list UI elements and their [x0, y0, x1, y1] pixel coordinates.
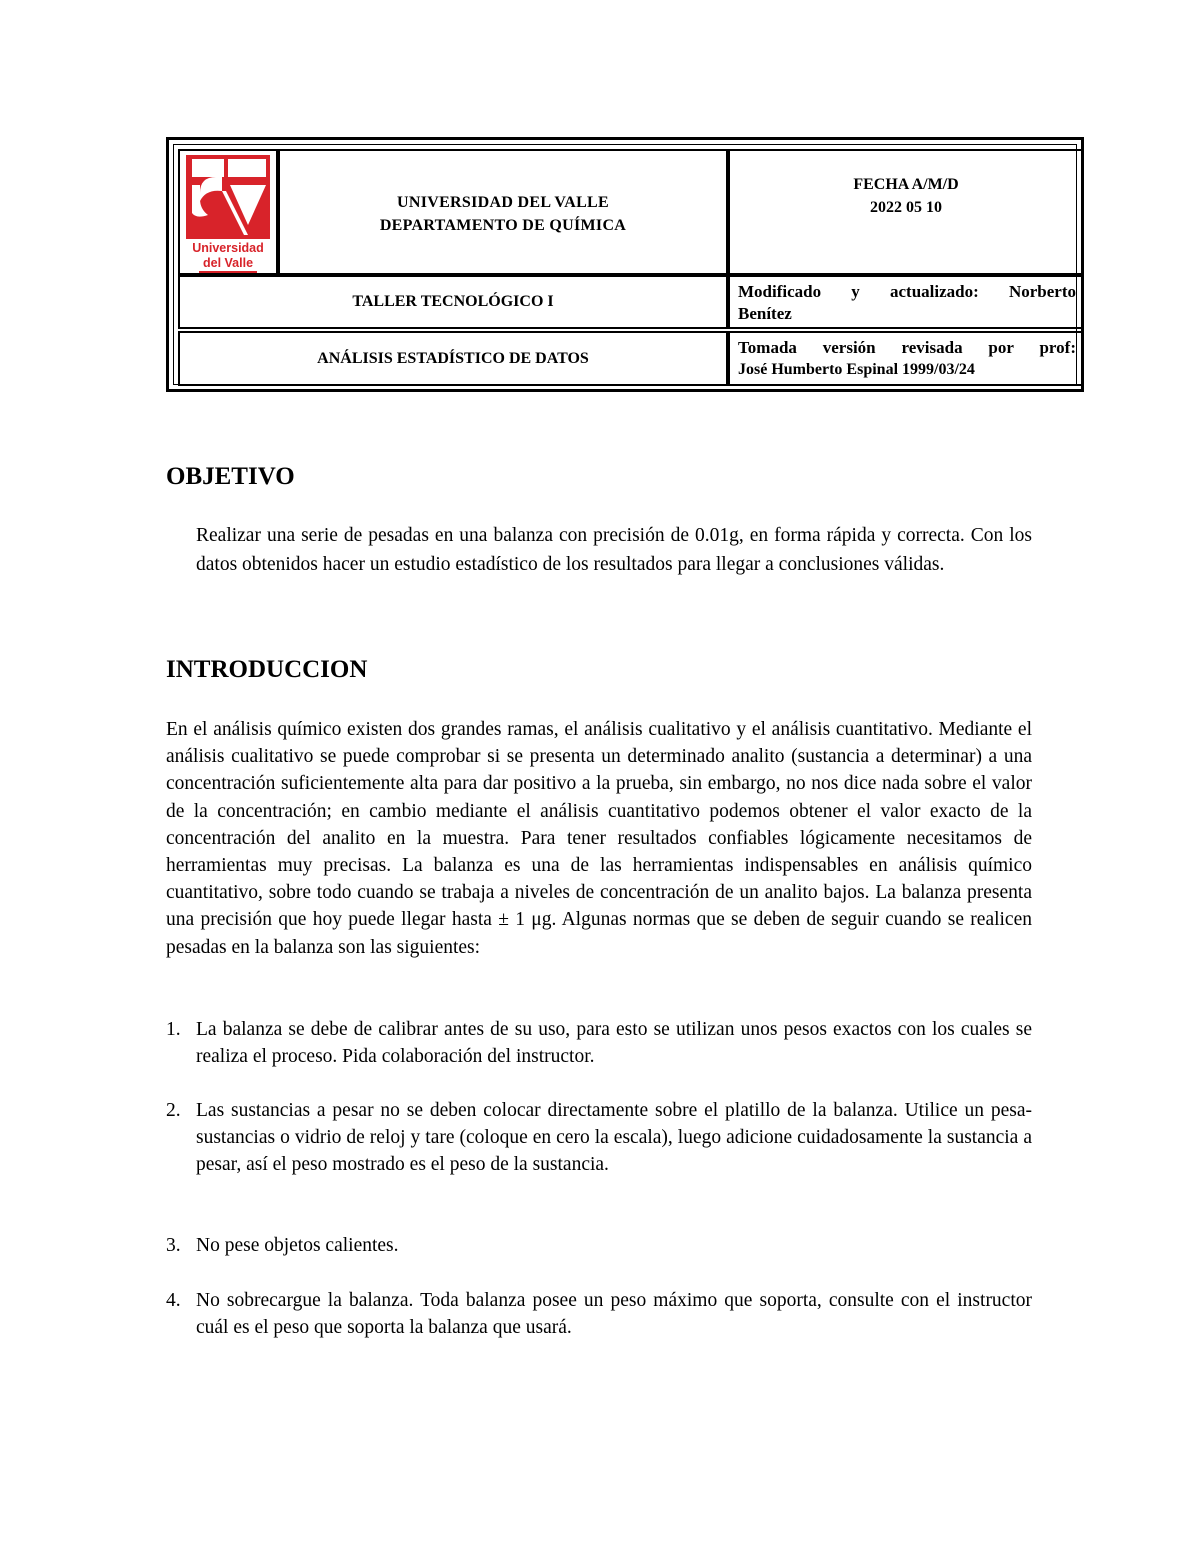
list-number: 2. — [166, 1100, 181, 1121]
list-number: 3. — [166, 1235, 181, 1256]
introduction-title: INTRODUCCION — [166, 656, 368, 683]
logo-text-line2: del Valle — [199, 256, 257, 273]
list-text: Las sustancias a pesar no se deben colocar directamente sobre el platillo de la balanza. Utilice un pesa-sustancias o vidrio de reloj y tare (coloque en cero la escala), luego adicione cuidadosamente la sustancia a pesar, así el peso mostrado es el peso de la sustancia. — [196, 1100, 1032, 1176]
university-cell — [278, 149, 728, 275]
objective-paragraph: Realizar una serie de pesadas en una balanza con precisión de 0.01g, en forma rápida y correcta. Con los datos obtenidos hacer un estudio estadístico de los resultados para llegar a conclusiones válidas. — [196, 525, 1032, 575]
list-number: 1. — [166, 1019, 181, 1040]
logo-text-line1: Universidad — [192, 241, 264, 255]
logo-cell — [178, 149, 278, 275]
list-text: No sobrecargue la balanza. Toda balanza posee un peso máximo que soporta, consulte con el instructor cuál es el peso que soporta la balanza que usará. — [196, 1290, 1032, 1339]
modified-line1: Modificado y actualizado: Norberto — [738, 282, 1076, 301]
topic-name: ANÁLISIS ESTADÍSTICO DE DATOS — [317, 349, 589, 367]
logo-text — [186, 241, 270, 273]
modified-line2: Benítez — [738, 304, 792, 323]
list-text: La balanza se debe de calibrar antes de su uso, para esto se utilizan unos pesos exactos con los cuales se realiza el proceso. Pida colaboración del instructor. — [196, 1019, 1032, 1068]
date-cell — [728, 149, 1084, 275]
taken-cell — [728, 331, 1084, 386]
department-name: DEPARTAMENTO DE QUÍMICA — [379, 217, 627, 234]
header-inner-border — [173, 144, 1077, 385]
document-header — [166, 137, 1084, 392]
modified-cell — [728, 275, 1084, 329]
list-text: No pese objetos calientes. — [196, 1235, 399, 1256]
university-name: UNIVERSIDAD DEL VALLE — [397, 194, 609, 211]
taken-line1: Tomada versión revisada por prof: — [738, 338, 1076, 357]
topic-cell — [178, 331, 728, 386]
list-number: 4. — [166, 1290, 181, 1311]
objective-title: OBJETIVO — [166, 463, 295, 490]
date-value: 2022 05 10 — [870, 199, 942, 216]
course-name: TALLER TECNOLÓGICO I — [352, 293, 554, 310]
course-cell — [178, 275, 728, 329]
taken-line2: José Humberto Espinal 1999/03/24 — [738, 361, 975, 378]
date-label: FECHA A/M/D — [853, 176, 959, 193]
introduction-paragraph: En el análisis químico existen dos grandes ramas, el análisis cualitativo y el análisis cuantitativo. Mediante el análisis cualitativo se puede comprobar si se presenta un determinado analito (sustancia a determinar) a una concentración suficientemente alta para dar positivo a la prueba, sin embargo, no nos dice nada sobre el valor de la concentración; en cambio mediante el análisis cuantitativo podemos obtener el valor exacto de la concentración del analito en la muestra. Para tener resultados confiables lógicamente necesitamos de herramientas muy precisas. La balanza es una de las herramientas indispensables en análisis químico cuantitativo, sobre todo cuando se trabaja a niveles de concentración de un analito bajos. La balanza presenta una precisión que hoy puede llegar hasta ± 1 μg. Algunas normas que se deben de seguir cuando se realicen pesadas en la balanza son las siguientes: — [166, 719, 1032, 958]
